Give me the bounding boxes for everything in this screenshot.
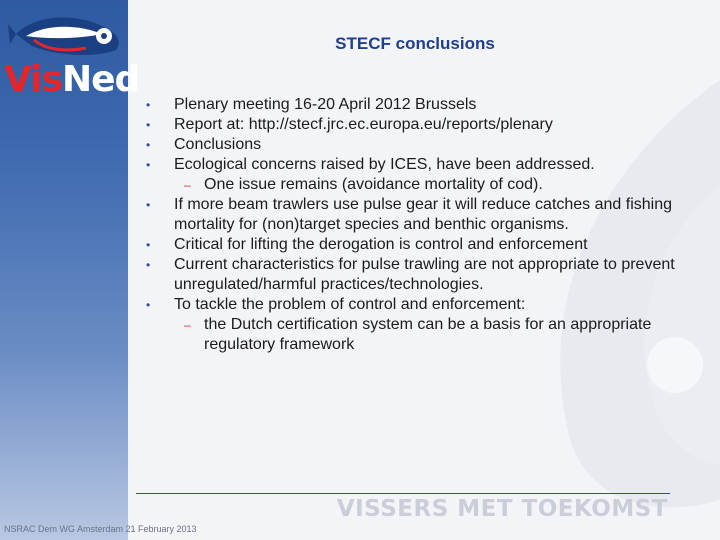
bullet-icon: • [146,238,151,252]
bullet-item [146,195,686,235]
dash-icon: – [184,318,191,332]
bullet-text: Report at: http://stecf.jrc.ec.europa.eu/reports/plenary [174,116,553,133]
bullet-text: Ecological concerns raised by ICES, have been addressed. [174,156,595,173]
bullet-icon: • [146,258,151,272]
footer-meta: NSRAC Dem WG Amsterdam 21 February 2013 [4,524,197,534]
bullet-item [146,255,686,295]
bullet-item [146,115,686,135]
bullet-text: Plenary meeting 16-20 April 2012 Brussels [174,96,477,113]
bullet-item [146,295,686,315]
bullet-text: Conclusions [174,136,262,153]
sub-bullet-text: One issue remains (avoidance mortality of cod). [204,176,543,193]
bullet-text: If more beam trawlers use pulse gear it will reduce catches and fishing mortality for (non)target species and benthic organisms. [174,196,673,233]
visned-logo [4,59,140,100]
slide-title: STECF conclusions [335,34,495,53]
bullet-icon: • [146,198,151,212]
logo-part-ned: Ned [62,59,140,100]
logo-part-vis: Vis [4,59,62,100]
sidebar-panel [0,0,140,540]
bullet-icon: • [146,158,151,172]
bullet-icon: • [146,98,151,112]
sub-bullet-text: the Dutch certification system can be a basis for an appropriate regulatory framework [204,316,652,353]
bullet-text: Critical for lifting the derogation is control and enforcement [174,236,588,253]
footer-divider [136,493,670,494]
bullet-text: To tackle the problem of control and enforcement: [174,296,526,313]
bullet-icon: • [146,298,151,312]
bullet-item [146,235,686,255]
fish-logo-icon [6,6,126,66]
bullet-icon: • [146,118,151,132]
bullet-item [146,155,686,175]
slide-body [146,95,686,355]
footer-slogan: VISSERS MET TOEKOMST [336,496,668,522]
bullet-icon: • [146,138,151,152]
bullet-text: Current characteristics for pulse trawling are not appropriate to prevent unregulated/harmful practices/technologies. [174,256,675,293]
bullet-item [146,135,686,155]
dash-icon: – [184,178,191,192]
bullet-item [146,95,686,115]
sub-bullet-item [146,175,686,195]
sub-bullet-item [146,315,686,355]
